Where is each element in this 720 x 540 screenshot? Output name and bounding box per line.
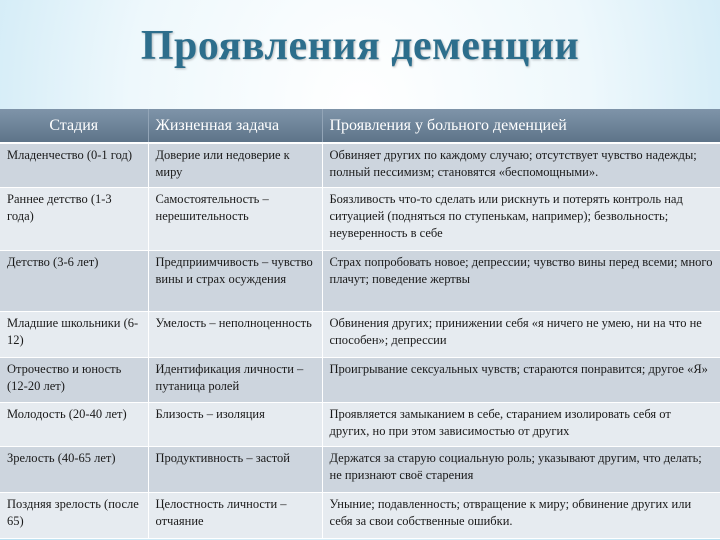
cell-stage: Молодость (20-40 лет) (0, 402, 148, 446)
cell-manifestation: Уныние; подавленность; отвращение к миру; обвинение других или себя за свои собственные ошибки. (322, 492, 720, 538)
cell-life-task: Продуктивность – застой (148, 446, 322, 492)
cell-manifestation: Обвинения других; принижении себя «я ничего не умею, ни на что не способен»; депрессии (322, 311, 720, 357)
cell-manifestation: Боязливость что-то сделать или рискнуть и потерять контроль над ситуацией (подняться по ступенькам, например); безвольность; неуверенность в себе (322, 187, 720, 250)
cell-stage: Младенчество (0-1 год) (0, 143, 148, 187)
cell-manifestation: Обвиняет других по каждому случаю; отсутствует чувство надежды; полный пессимизм; становятся «беспомощными». (322, 143, 720, 187)
cell-stage: Отрочество и юность (12-20 лет) (0, 357, 148, 402)
cell-stage: Младшие школьники (6-12) (0, 311, 148, 357)
table-row (0, 492, 720, 538)
cell-stage: Поздняя зрелость (после 65) (0, 492, 148, 538)
cell-life-task: Предприимчивость – чувство вины и страх осуждения (148, 250, 322, 311)
header-manifestations: Проявления у больного деменцией (322, 109, 720, 143)
table-row (0, 402, 720, 446)
cell-manifestation: Проигрывание сексуальных чувств; стараются понравится; другое «Я» (322, 357, 720, 402)
cell-life-task: Доверие или недоверие к миру (148, 143, 322, 187)
table-row (0, 311, 720, 357)
header-stage: Стадия (0, 109, 148, 143)
cell-life-task: Самостоятельность – нерешительность (148, 187, 322, 250)
table-row (0, 357, 720, 402)
cell-stage: Раннее детство (1-3 года) (0, 187, 148, 250)
cell-manifestation: Проявляется замыканием в себе, старанием изолировать себя от других, но при этом зависимостью от других (322, 402, 720, 446)
cell-manifestation: Страх попробовать новое; депрессии; чувство вины перед всеми; много плачут; поведение жертвы (322, 250, 720, 311)
cell-life-task: Близость – изоляция (148, 402, 322, 446)
cell-stage: Детство (3-6 лет) (0, 250, 148, 311)
cell-stage: Зрелость (40-65 лет) (0, 446, 148, 492)
cell-life-task: Умелость – неполноценность (148, 311, 322, 357)
table-row (0, 143, 720, 187)
page-title: Проявления деменции (140, 23, 580, 69)
table-header-row (0, 109, 720, 143)
table-row (0, 446, 720, 492)
cell-manifestation: Держатся за старую социальную роль; указывают другим, что делать; не признают своё старения (322, 446, 720, 492)
cell-life-task: Идентификация личности – путаница ролей (148, 357, 322, 402)
dementia-stages-table (0, 109, 720, 539)
table-row (0, 187, 720, 250)
cell-life-task: Целостность личности – отчаяние (148, 492, 322, 538)
table-row (0, 250, 720, 311)
header-life-task: Жизненная задача (148, 109, 322, 143)
